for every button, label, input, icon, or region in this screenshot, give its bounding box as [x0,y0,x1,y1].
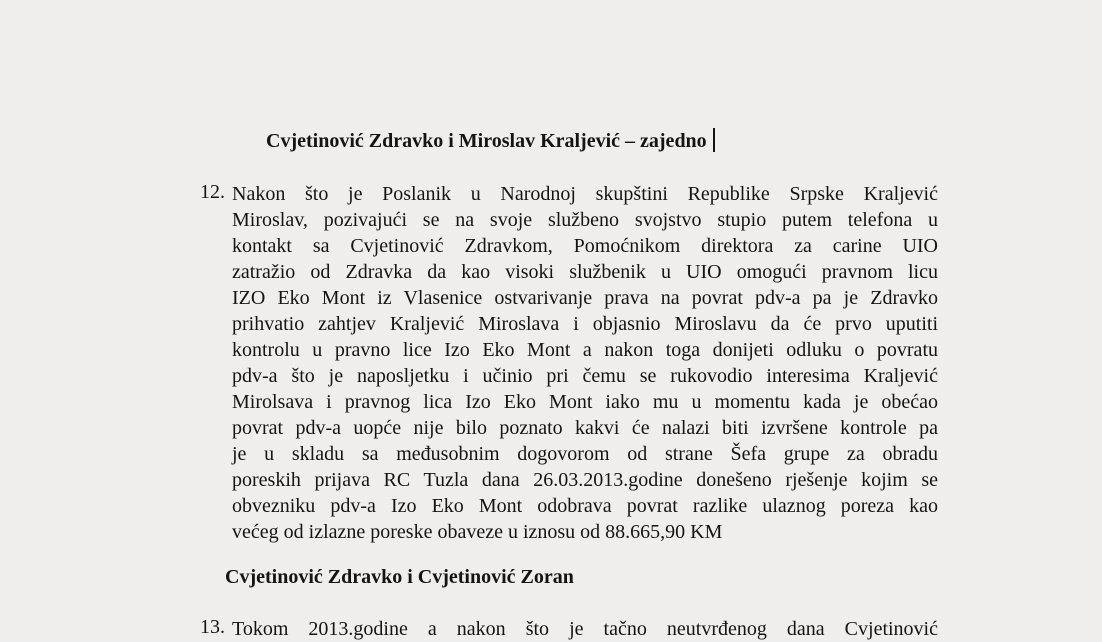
paragraph-line: Nakon što je Poslanik u Narodnoj skupštini Republike Srpske Kraljević [232,183,938,205]
paragraph-line: većeg od izlazne poreske obaveze u iznosu od 88.665,90 KM [232,521,723,543]
paragraph-number: 12. [200,181,225,203]
paragraph-line: IZO Eko Mont iz Vlasenice ostvarivanje prava na povrat pdv-a pa je Zdravko [232,287,938,309]
paragraph-line: Tokom 2013.godine a nakon što je tačno neutvrđenog dana Cvjetinović [232,618,938,640]
paragraph-body [232,616,938,642]
numbered-paragraph [200,181,940,545]
section-heading-text: Cvjetinović Zdravko i Miroslav Kraljević – zajedno [266,130,707,152]
paragraph-number: 13. [200,616,225,638]
paragraph-line: poreskih prijava RC Tuzla dana 26.03.2013.godine donešeno rješenje kojim se [232,469,938,491]
paragraph-line: Mirolsava i pravnog lica Izo Eko Mont iako mu u momentu kada je obećao [232,391,938,413]
paragraph-line: obvezniku pdv-a Izo Eko Mont odobrava povrat razlike ulaznog poreza kao [232,495,938,517]
numbered-paragraph [200,616,940,642]
paragraph-line: kontrolu u pravno lice Izo Eko Mont a nakon toga donijeti odluku o povratu [232,339,938,361]
paragraph-line: prihvatio zahtjev Kraljević Miroslava i objasnio Miroslavu da će prvo uputiti [232,313,938,335]
text-cursor [713,128,715,152]
paragraph-line: zatražio od Zdravka da kao visoki službenik u UIO omogući pravnom licu [232,261,938,283]
section-heading [225,565,574,589]
section-heading-text: Cvjetinović Zdravko i Cvjetinović Zoran [225,566,574,588]
paragraph-line: kontakt sa Cvjetinović Zdravkom, Pomoćnikom direktora za carine UIO [232,235,938,257]
paragraph-line: je u skladu sa međusobnim dogovorom od strane Šefa grupe za obradu [232,443,938,465]
paragraph-line: Miroslav, pozivajući se na svoje službeno svojstvo stupio putem telefona u [232,209,938,231]
paragraph-line: povrat pdv-a uopće nije bilo poznato kakvi će nalazi biti izvršene kontrole pa [232,417,938,439]
paragraph-body [232,181,938,545]
section-heading [266,128,715,153]
paragraph-line: pdv-a što je naposljetku i učinio pri čemu se rukovodio interesima Kraljević [232,365,938,387]
